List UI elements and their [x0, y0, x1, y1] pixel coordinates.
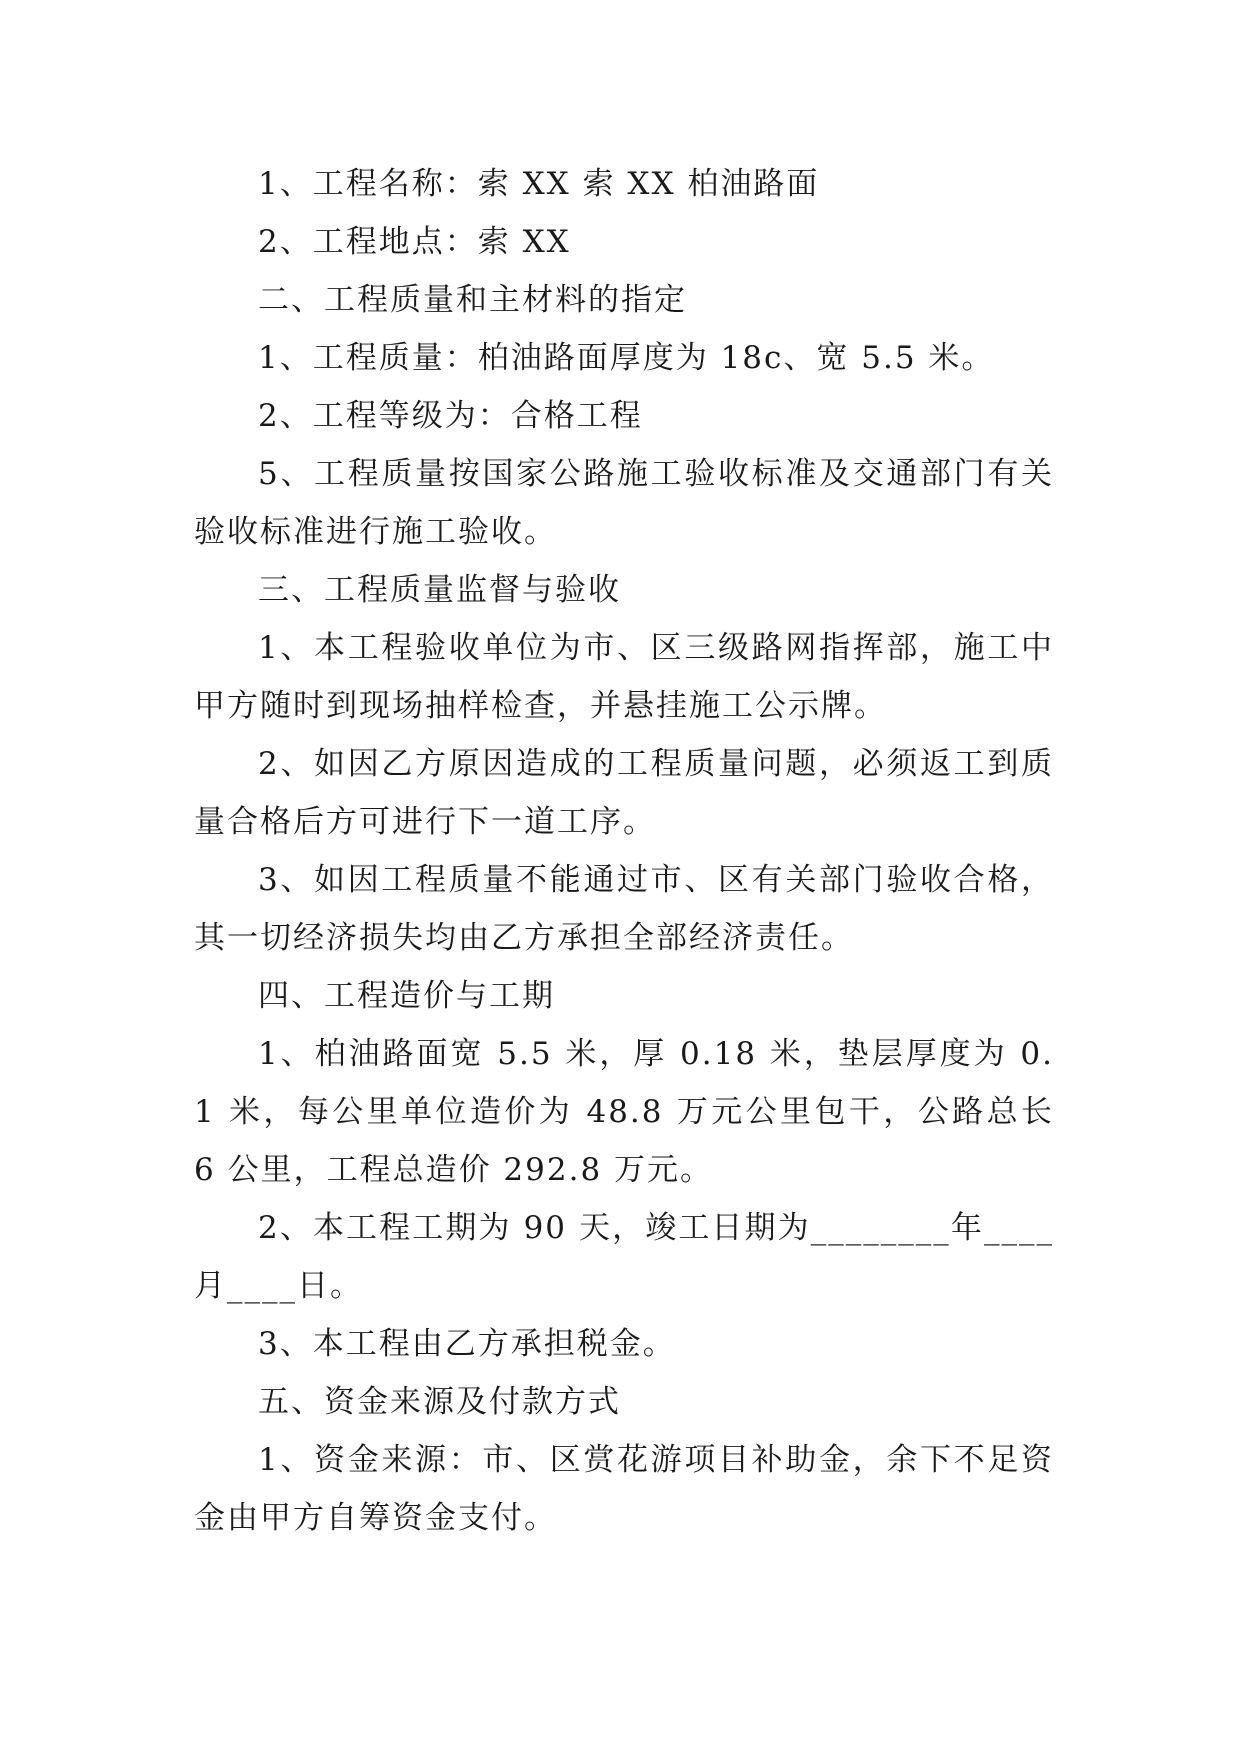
item-tax: 3、本工程由乙方承担税金。	[258, 1326, 676, 1362]
item-cost: 1、柏油路面宽 5.5 米，厚 0.18 米，垫层厚度为 0.1 米，每公里单位造价为 48.8 万元公里包干，公路总长 6 公里，工程总造价 292.8 万元。	[194, 1036, 1054, 1188]
item-rework: 2、如因乙方原因造成的工程质量问题，必须返工到质量合格后方可进行下一道工序。	[194, 746, 1054, 840]
item-funding-source: 1、资金来源：市、区赏花游项目补助金，余下不足资金由甲方自筹资金支付。	[194, 1442, 1054, 1536]
document-body	[194, 155, 1054, 1547]
item-quality: 1、工程质量：柏油路面厚度为 18c、宽 5.5 米。	[258, 340, 995, 376]
item-liability: 3、如因工程质量不能通过市、区有关部门验收合格，其一切经济损失均由乙方承担全部经济责任。	[194, 862, 1054, 956]
section-heading-funding: 五、资金来源及付款方式	[258, 1384, 621, 1420]
item-project-name: 1、工程名称：索 XX 索 XX 柏油路面	[258, 166, 820, 202]
section-heading-supervision: 三、工程质量监督与验收	[258, 572, 621, 608]
section-heading-quality-materials: 二、工程质量和主材料的指定	[258, 282, 687, 318]
section-heading-cost-schedule: 四、工程造价与工期	[258, 978, 555, 1014]
item-project-location: 2、工程地点：索 XX	[258, 224, 571, 260]
item-acceptance-unit: 1、本工程验收单位为市、区三级路网指挥部，施工中甲方随时到现场抽样检查，并悬挂施工公示牌。	[194, 630, 1054, 724]
item-grade: 2、工程等级为：合格工程	[258, 398, 643, 434]
item-acceptance-standard: 5、工程质量按国家公路施工验收标准及交通部门有关验收标准进行施工验收。	[194, 456, 1054, 550]
item-schedule: 2、本工程工期为 90 天，竣工日期为________年____月____日。	[194, 1210, 1054, 1304]
